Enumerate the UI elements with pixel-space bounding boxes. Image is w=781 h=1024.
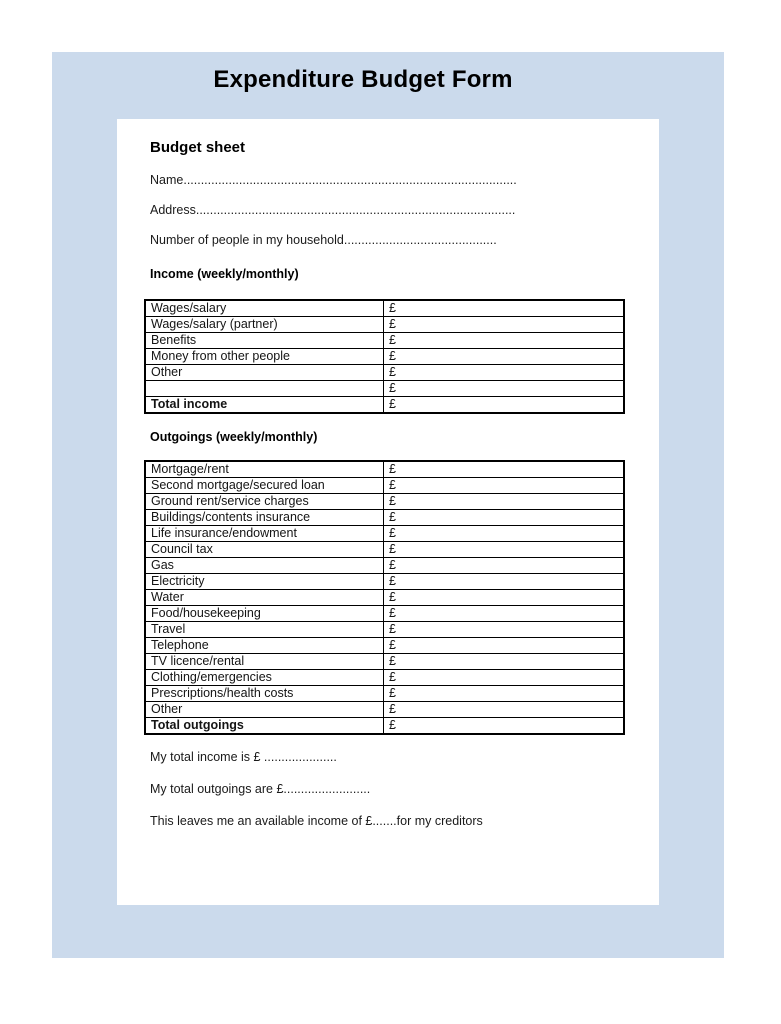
amount-cell: £ bbox=[384, 622, 625, 638]
amount-cell: £ bbox=[384, 461, 625, 478]
document-title: Expenditure Budget Form bbox=[213, 66, 513, 93]
table-row bbox=[145, 333, 624, 349]
amount-cell: £ bbox=[384, 670, 625, 686]
item-label-cell: Travel bbox=[145, 622, 384, 638]
table-row bbox=[145, 397, 624, 414]
amount-cell: £ bbox=[384, 558, 625, 574]
outgoings-section-heading: Outgoings (weekly/monthly) bbox=[150, 430, 318, 444]
item-label-cell: Gas bbox=[145, 558, 384, 574]
name-field-label: Name bbox=[150, 173, 184, 187]
name-field-line bbox=[150, 173, 517, 187]
household-field-label: Number of people in my household bbox=[150, 233, 344, 247]
item-label-cell: Clothing/emergencies bbox=[145, 670, 384, 686]
income-section-heading: Income (weekly/monthly) bbox=[150, 267, 299, 281]
outgoings-table bbox=[144, 460, 625, 735]
item-label-cell: Buildings/contents insurance bbox=[145, 510, 384, 526]
item-label-cell: Other bbox=[145, 702, 384, 718]
item-label-cell: Prescriptions/health costs bbox=[145, 686, 384, 702]
amount-cell: £ bbox=[384, 349, 625, 365]
table-row bbox=[145, 702, 624, 718]
item-label-cell: Life insurance/endowment bbox=[145, 526, 384, 542]
table-row bbox=[145, 478, 624, 494]
name-field-dotted-line: ................................................................................................ bbox=[183, 173, 517, 187]
sheet-heading: Budget sheet bbox=[150, 139, 246, 156]
item-label-cell: Second mortgage/secured loan bbox=[145, 478, 384, 494]
amount-cell: £ bbox=[384, 478, 625, 494]
item-label-cell: Food/housekeeping bbox=[145, 606, 384, 622]
table-row bbox=[145, 494, 624, 510]
amount-cell: £ bbox=[384, 333, 625, 349]
item-label-cell: TV licence/rental bbox=[145, 654, 384, 670]
item-label-cell: Other bbox=[145, 365, 384, 381]
table-row bbox=[145, 300, 624, 317]
table-row bbox=[145, 365, 624, 381]
item-label-cell: Money from other people bbox=[145, 349, 384, 365]
item-label-cell: Total income bbox=[145, 397, 384, 414]
item-label-cell: Mortgage/rent bbox=[145, 461, 384, 478]
table-row bbox=[145, 461, 624, 478]
amount-cell: £ bbox=[384, 494, 625, 510]
table-row bbox=[145, 654, 624, 670]
amount-cell: £ bbox=[384, 381, 625, 397]
table-row bbox=[145, 686, 624, 702]
table-row bbox=[145, 526, 624, 542]
item-label-cell: Wages/salary (partner) bbox=[145, 317, 384, 333]
table-row bbox=[145, 670, 624, 686]
form-background-panel bbox=[52, 52, 724, 958]
available-income-summary-line: This leaves me an available income of £.......for my creditors bbox=[150, 814, 483, 828]
amount-cell: £ bbox=[384, 365, 625, 381]
address-field-dotted-line: ............................................................................................ bbox=[195, 203, 516, 217]
item-label-cell: Benefits bbox=[145, 333, 384, 349]
amount-cell: £ bbox=[384, 317, 625, 333]
table-row bbox=[145, 542, 624, 558]
amount-cell: £ bbox=[384, 542, 625, 558]
amount-cell: £ bbox=[384, 574, 625, 590]
item-label-cell: Ground rent/service charges bbox=[145, 494, 384, 510]
amount-cell: £ bbox=[384, 590, 625, 606]
table-row bbox=[145, 606, 624, 622]
household-field-line bbox=[150, 233, 497, 247]
address-field-line bbox=[150, 203, 515, 217]
income-table bbox=[144, 299, 625, 414]
table-row bbox=[145, 317, 624, 333]
amount-cell: £ bbox=[384, 718, 625, 735]
household-field-dotted-line: ............................................ bbox=[343, 233, 497, 247]
item-label-cell: Wages/salary bbox=[145, 300, 384, 317]
table-row bbox=[145, 349, 624, 365]
amount-cell: £ bbox=[384, 300, 625, 317]
address-field-label: Address bbox=[150, 203, 196, 217]
table-row bbox=[145, 558, 624, 574]
item-label-cell: Electricity bbox=[145, 574, 384, 590]
table-row bbox=[145, 590, 624, 606]
table-row bbox=[145, 381, 624, 397]
item-label-cell: Council tax bbox=[145, 542, 384, 558]
amount-cell: £ bbox=[384, 397, 625, 414]
item-label-cell bbox=[145, 381, 384, 397]
amount-cell: £ bbox=[384, 702, 625, 718]
item-label-cell: Telephone bbox=[145, 638, 384, 654]
amount-cell: £ bbox=[384, 510, 625, 526]
item-label-cell: Water bbox=[145, 590, 384, 606]
amount-cell: £ bbox=[384, 606, 625, 622]
table-row bbox=[145, 574, 624, 590]
item-label-cell: Total outgoings bbox=[145, 718, 384, 735]
amount-cell: £ bbox=[384, 638, 625, 654]
amount-cell: £ bbox=[384, 654, 625, 670]
total-income-summary-line: My total income is £ ..................... bbox=[150, 750, 337, 764]
table-row bbox=[145, 718, 624, 735]
amount-cell: £ bbox=[384, 526, 625, 542]
amount-cell: £ bbox=[384, 686, 625, 702]
table-row bbox=[145, 638, 624, 654]
budget-sheet-page bbox=[117, 119, 659, 905]
total-outgoings-summary-line: My total outgoings are £......................... bbox=[150, 782, 371, 796]
table-row bbox=[145, 622, 624, 638]
table-row bbox=[145, 510, 624, 526]
